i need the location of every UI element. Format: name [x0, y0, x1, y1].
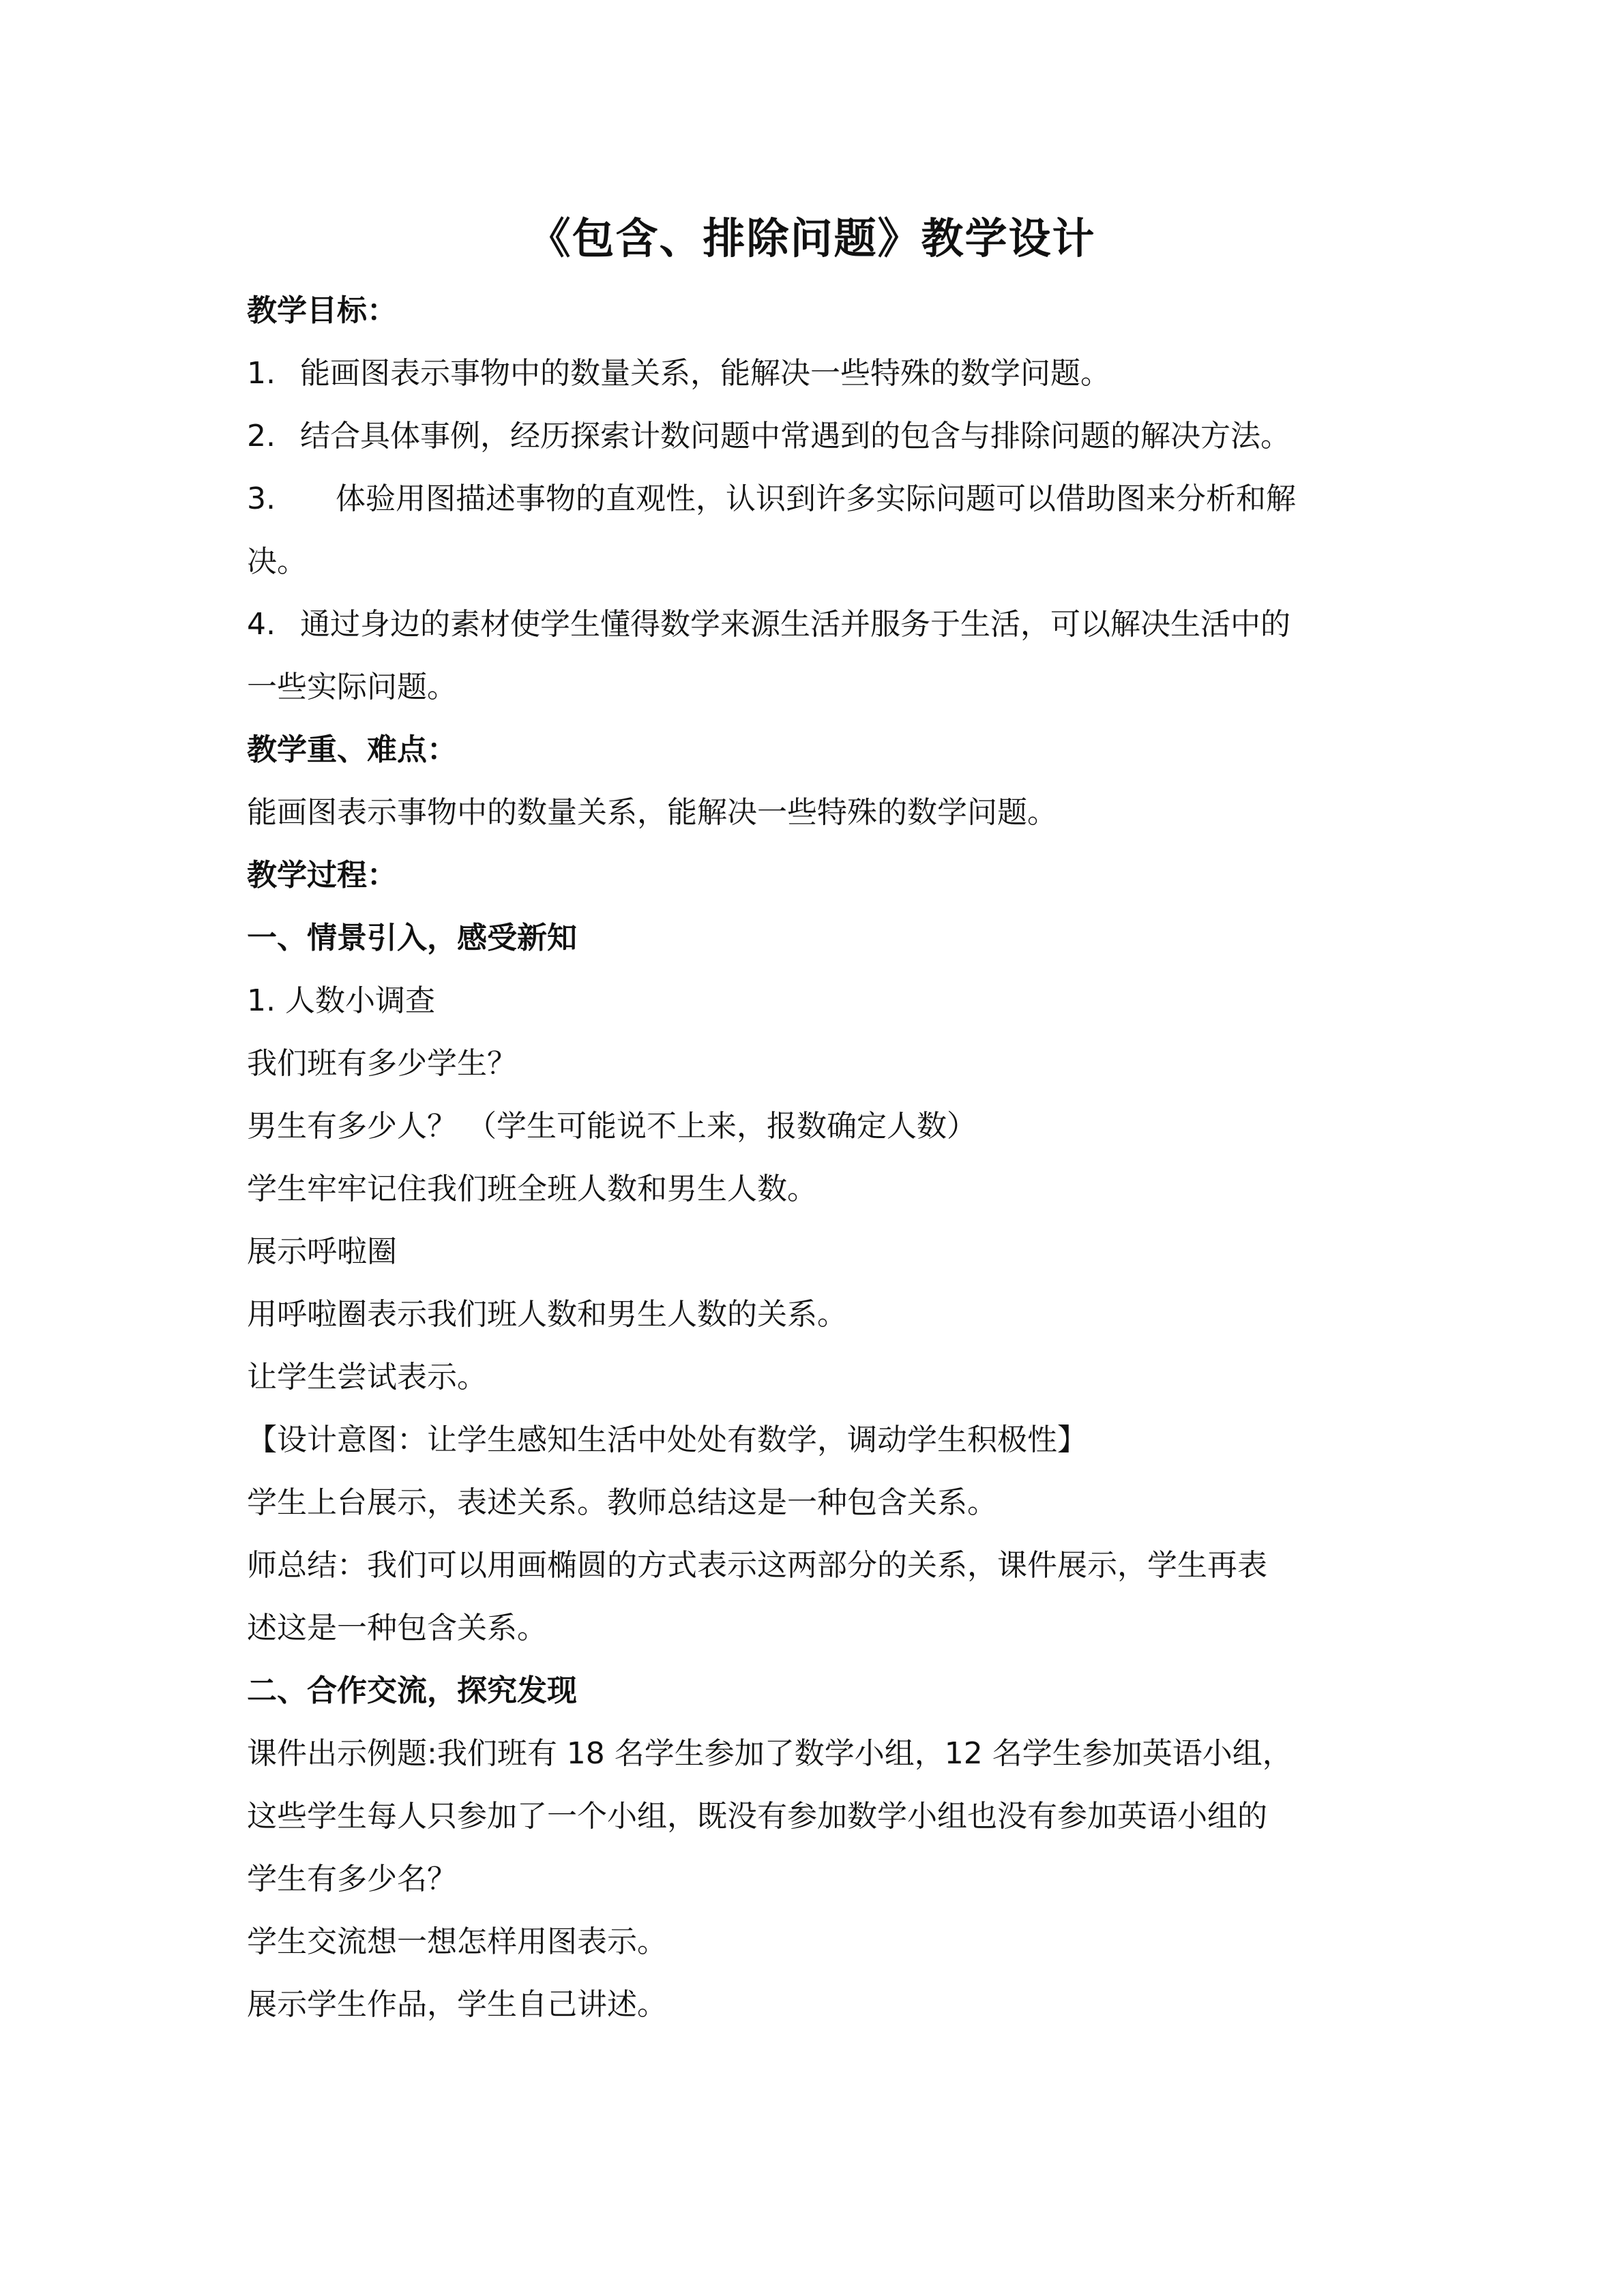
document-body [247, 280, 1406, 2036]
paragraph-line: 1. 人数小调查 [247, 983, 435, 1018]
example-problem-line: 学生有多少名？ [247, 1862, 457, 1896]
objective-item-1 [247, 342, 1406, 405]
objective-number: 2. [247, 419, 276, 453]
paragraph-line: 展示呼啦圈 [247, 1234, 397, 1269]
objective-text: 能画图表示事物中的数量关系，能解决一些特殊的数学问题。 [300, 356, 1110, 391]
objective-item-3 [247, 468, 1406, 531]
key-points-text: 能画图表示事物中的数量关系，能解决一些特殊的数学问题。 [247, 795, 1057, 830]
process-heading: 教学过程： [247, 858, 397, 893]
objective-text: 体验用图描述事物的直观性，认识到许多实际问题可以借助图来分析和解 [336, 481, 1296, 516]
paragraph-line: 展示学生作品，学生自己讲述。 [247, 1987, 667, 2022]
paragraph-line: 让学生尝试表示。 [247, 1360, 487, 1395]
paragraph-line: 学生牢牢记住我们班全班人数和男生人数。 [247, 1172, 817, 1206]
part2-heading: 二、合作交流，探究发现 [247, 1673, 577, 1708]
objectives-heading: 教学目标： [247, 293, 397, 328]
paragraph-line: 我们班有多少学生？ [247, 1046, 517, 1081]
key-points-heading: 教学重、难点： [247, 732, 457, 767]
paragraph-line: 述这是一种包含关系。 [247, 1611, 547, 1645]
objective-item-2 [247, 405, 1406, 468]
objective-text: 通过身边的素材使学生懂得数学来源生活并服务于生活，可以解决生活中的 [300, 607, 1290, 642]
objective-text: 结合具体事例，经历探索计数问题中常遇到的包含与排除问题的解决方法。 [300, 419, 1290, 453]
paragraph-line: 男生有多少人？ （学生可能说不上来，报数确定人数） [247, 1109, 977, 1144]
design-intent-note: 【设计意图：让学生感知生活中处处有数学，调动学生积极性】 [247, 1422, 1087, 1457]
paragraph-line: 用呼啦圈表示我们班人数和男生人数的关系。 [247, 1297, 847, 1332]
objective-number: 3. [247, 481, 276, 516]
paragraph-line: 学生上台展示，表述关系。教师总结这是一种包含关系。 [247, 1485, 997, 1520]
example-problem-line: 课件出示例题:我们班有 18 名学生参加了数学小组，12 名学生参加英语小组， [247, 1736, 1293, 1771]
objective-item-3-continuation: 决。 [247, 544, 307, 579]
objective-item-4 [247, 593, 1406, 656]
objective-number: 1. [247, 356, 276, 391]
objective-number: 4. [247, 607, 276, 642]
paragraph-line: 师总结：我们可以用画椭圆的方式表示这两部分的关系，课件展示，学生再表 [247, 1548, 1267, 1583]
paragraph-line: 学生交流想一想怎样用图表示。 [247, 1924, 667, 1959]
part1-heading: 一、情景引入，感受新知 [247, 921, 577, 955]
objective-item-4-continuation: 一些实际问题。 [247, 670, 457, 704]
example-problem-line: 这些学生每人只参加了一个小组，既没有参加数学小组也没有参加英语小组的 [247, 1799, 1267, 1834]
document-title: 《包含、排除问题》教学设计 [528, 213, 1096, 263]
